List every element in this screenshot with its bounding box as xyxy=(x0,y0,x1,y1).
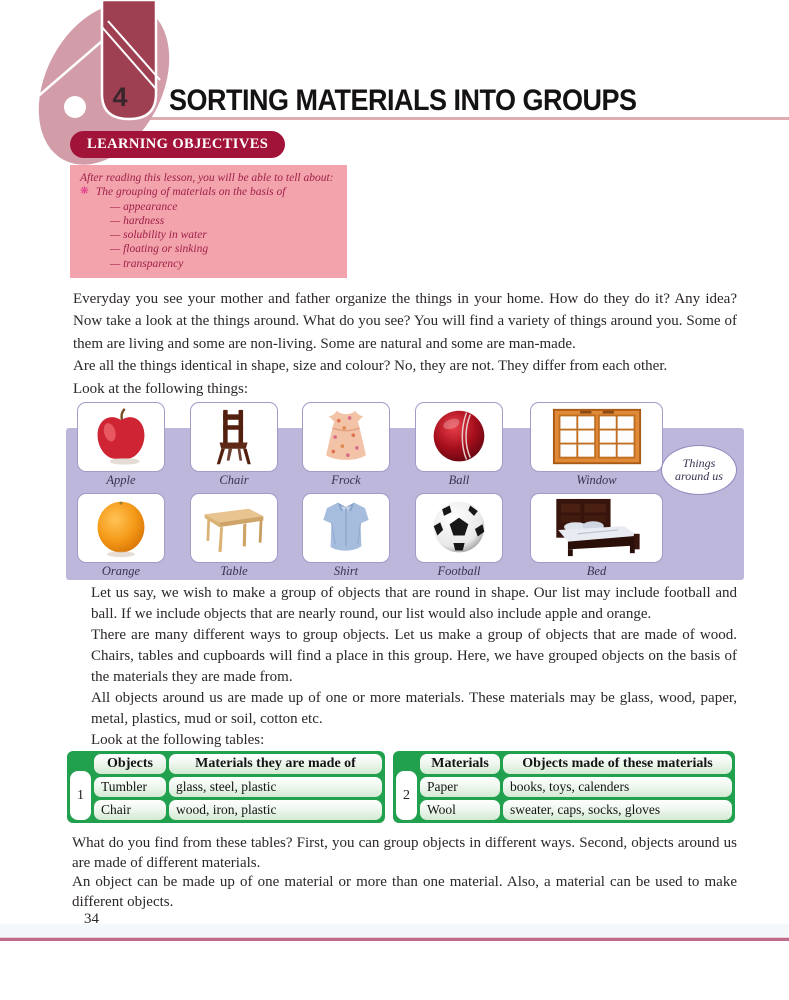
paragraph: Everyday you see your mother and father organize the things in your home. How do they do it? Any idea? Now take a look at the things around. What do you see? You will find a variety of things around you. Some of them are living and some are non-living. Some are natural and some are man-made. xyxy=(73,291,737,352)
table-header-cell: Objects made of these materials xyxy=(503,754,732,774)
orange-icon xyxy=(91,498,151,558)
objective-sub-item: — appearance xyxy=(110,200,178,213)
chair-image-frame xyxy=(190,402,278,472)
objective-sub-item: — solubility in water xyxy=(110,229,207,242)
ball-image-frame xyxy=(415,402,503,472)
chapter-number: 4 xyxy=(112,82,128,112)
chapter-title: SORTING MATERIALS INTO GROUPS xyxy=(169,84,637,117)
bed-icon xyxy=(544,497,650,559)
chair-icon xyxy=(205,407,263,467)
paragraph: Look at the following things: xyxy=(73,380,248,397)
paragraph: Are all the things identical in shape, size and colour? No, they are not. They differ from each other. xyxy=(73,358,668,375)
objective-sub-item: — floating or sinking xyxy=(110,243,209,256)
table-cell: Chair xyxy=(94,800,166,820)
thing-card-orange xyxy=(77,493,165,579)
learning-objectives-heading: LEARNING OBJECTIVES xyxy=(70,131,285,158)
thing-label: Bed xyxy=(586,564,607,578)
table-number: 1 xyxy=(70,771,91,820)
frock-icon xyxy=(317,407,375,467)
thing-label: Football xyxy=(437,564,481,578)
paragraph: An object can be made up of one material or more than one material. Also, a material can be used to make different objects. xyxy=(72,874,737,910)
table-number: 2 xyxy=(396,771,417,820)
things-around-us-oval: Things around us xyxy=(661,445,737,495)
paragraph: What do you find from these tables? First, you can group objects in different ways. Second, objects around us are made of different materials. xyxy=(72,835,737,871)
orange-image-frame xyxy=(77,493,165,563)
football-icon xyxy=(429,498,489,558)
objectives-intro: After reading this lesson, you will be able to tell about: xyxy=(80,172,334,184)
thing-label: Chair xyxy=(219,473,249,487)
intro-paragraphs xyxy=(73,288,737,400)
thing-card-table xyxy=(190,493,278,579)
shirt-icon xyxy=(317,498,375,558)
materials-tables-row xyxy=(67,751,735,823)
paragraph: All objects around us are made up of one or more materials. These materials may be glass, wood, paper, metal, plastics, mud or soil, cotton etc. xyxy=(91,690,737,727)
table-cell: wood, iron, plastic xyxy=(169,800,382,820)
thing-label: Window xyxy=(576,473,617,487)
thing-card-apple xyxy=(77,402,165,488)
frock-image-frame xyxy=(302,402,390,472)
objective-sub-item: — transparency xyxy=(110,257,184,270)
table-cell: Wool xyxy=(420,800,500,820)
window-icon xyxy=(545,407,649,467)
thing-card-ball xyxy=(415,402,503,488)
closing-paragraphs xyxy=(72,834,737,912)
window-image-frame xyxy=(530,402,663,472)
objective-sub-item: — hardness xyxy=(110,214,165,227)
thing-label: Shirt xyxy=(333,564,359,578)
thing-label: Ball xyxy=(448,473,470,487)
thing-card-chair xyxy=(190,402,278,488)
table-cell: Paper xyxy=(420,777,500,797)
flower-bullet-icon: ❋ xyxy=(80,186,89,198)
page-number: 34 xyxy=(84,911,99,927)
table-cell: Tumbler xyxy=(94,777,166,797)
table-cell: glass, steel, plastic xyxy=(169,777,382,797)
table-cell: sweater, caps, socks, gloves xyxy=(503,800,732,820)
apple-image-frame xyxy=(77,402,165,472)
table-header-cell: Materials xyxy=(420,754,500,774)
table-cell: books, toys, calenders xyxy=(503,777,732,797)
table-grid xyxy=(420,754,732,820)
table-header-cell: Materials they are made of xyxy=(169,754,382,774)
table-image-frame xyxy=(190,493,278,563)
objective-bullet-row xyxy=(80,185,337,199)
thing-card-shirt xyxy=(302,493,390,579)
football-image-frame xyxy=(415,493,503,563)
thing-card-window xyxy=(530,402,663,488)
thing-card-bed xyxy=(530,493,663,579)
paragraph: There are many different ways to group objects. Let us make a group of objects that are made of wood. Chairs, tables and cupboards will find a place in this group. Here, we have grouped objects on the basis of the materials they are made from. xyxy=(91,627,737,685)
table-header-cell: Objects xyxy=(94,754,166,774)
paragraph: Let us say, we wish to make a group of objects that are round in shape. Our list may include football and ball. If we include objects that are nearly round, our list would also include apple and orange. xyxy=(91,585,737,622)
learning-objectives-panel xyxy=(70,165,347,278)
paragraph: Look at the following tables: xyxy=(91,732,265,748)
thing-label: Table xyxy=(220,564,248,578)
table-grid xyxy=(94,754,382,820)
bed-image-frame xyxy=(530,493,663,563)
things-around-us-panel xyxy=(0,398,789,590)
table-icon xyxy=(201,498,267,558)
materials-objects-table xyxy=(393,751,735,823)
thing-card-football xyxy=(415,493,503,579)
footer-rule xyxy=(0,938,789,941)
thing-label: Orange xyxy=(101,564,141,578)
apple-icon xyxy=(90,407,152,467)
footer-tint-strip xyxy=(0,924,789,937)
shirt-image-frame xyxy=(302,493,390,563)
thing-card-frock xyxy=(302,402,390,488)
cricket-ball-icon xyxy=(429,407,489,467)
grouping-paragraphs xyxy=(91,583,737,751)
thing-label: Frock xyxy=(331,473,361,487)
objects-materials-table xyxy=(67,751,385,823)
thing-label: Apple xyxy=(106,473,136,487)
objective-text: The grouping of materials on the basis of xyxy=(95,186,286,199)
